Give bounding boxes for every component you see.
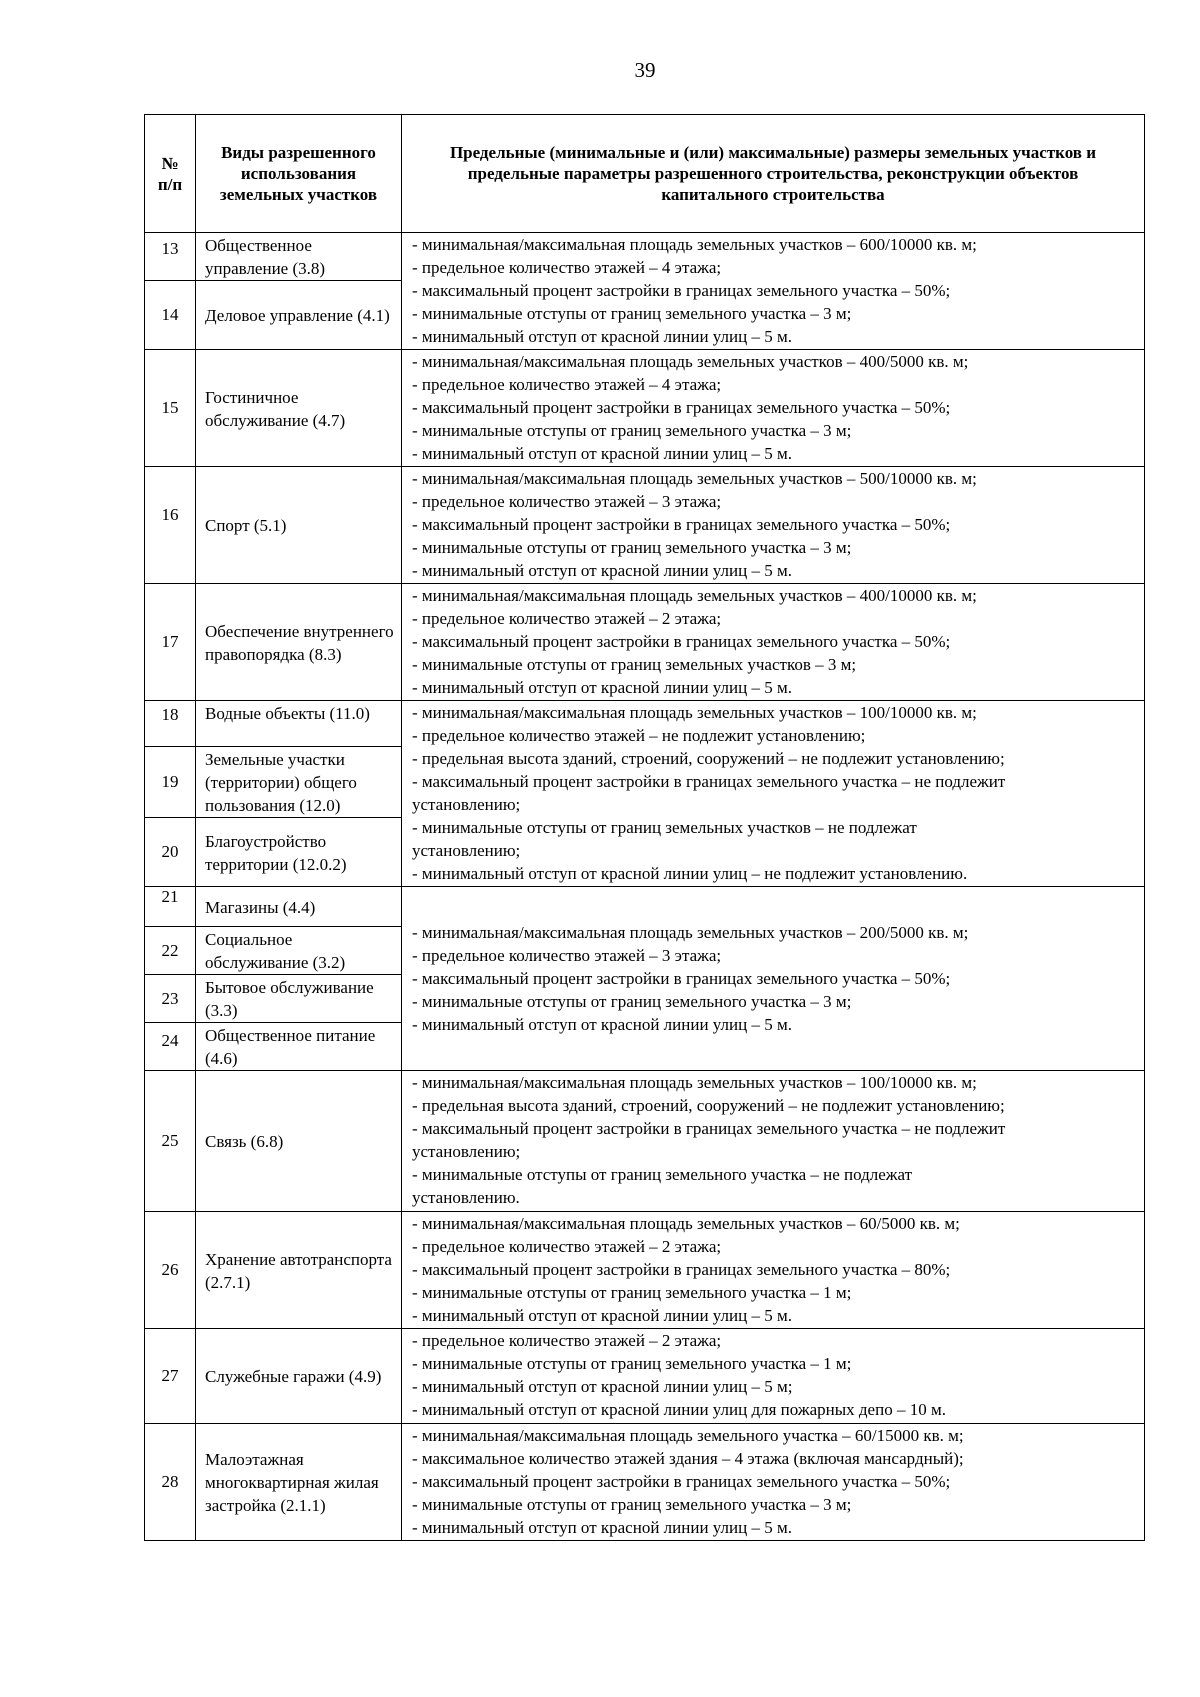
param-line: - минимальный отступ от красной линии улиц – 5 м. — [412, 327, 792, 346]
param-line: - предельное количество этажей – 3 этажа; — [412, 492, 722, 511]
params-cell — [402, 1212, 1145, 1329]
param-line: - максимальный процент застройки в границах земельного участка – 50%; — [412, 632, 951, 651]
row-number: 13 — [145, 233, 196, 281]
param-line: установлению; — [412, 795, 521, 814]
header-params: Предельные (минимальные и (или) максимальные) размеры земельных участков и предельные параметры разрешенного строительства, реконструкции объектов капитального строительства — [402, 115, 1145, 233]
param-line: - максимальный процент застройки в границах земельного участка – 50%; — [412, 398, 951, 417]
params-cell — [402, 701, 1145, 887]
params-cell — [402, 584, 1145, 701]
use-type: Связь (6.8) — [196, 1071, 402, 1212]
param-line: - максимальный процент застройки в границах земельного участка – 80%; — [412, 1260, 951, 1279]
row-number: 22 — [145, 927, 196, 975]
use-type: Служебные гаражи (4.9) — [196, 1329, 402, 1424]
row-number: 17 — [145, 584, 196, 701]
header-num: № п/п — [145, 115, 196, 233]
row-number: 21 — [145, 887, 196, 927]
param-line: - максимальный процент застройки в границах земельного участка – не подлежит — [412, 1119, 1006, 1138]
param-line: - минимальные отступы от границ земельного участка – 1 м; — [412, 1283, 852, 1302]
row-number: 24 — [145, 1023, 196, 1071]
row-number: 27 — [145, 1329, 196, 1424]
params-cell — [402, 1424, 1145, 1541]
param-line: установлению; — [412, 841, 521, 860]
use-type: Деловое управление (4.1) — [196, 281, 402, 350]
use-type: Общественное питание (4.6) — [196, 1023, 402, 1071]
param-line: - минимальные отступы от границ земельного участка – 3 м; — [412, 992, 852, 1011]
row-number: 18 — [145, 701, 196, 747]
param-line: - предельное количество этажей – 2 этажа; — [412, 609, 722, 628]
param-line: - максимальный процент застройки в границах земельного участка – не подлежит — [412, 772, 1006, 791]
table-row — [145, 233, 1145, 281]
row-number: 26 — [145, 1212, 196, 1329]
page-number: 39 — [634, 58, 656, 82]
param-line: - минимальный отступ от красной линии улиц – не подлежит установлению. — [412, 864, 968, 883]
param-line: - минимальные отступы от границ земельных участков – не подлежат — [412, 818, 917, 837]
param-line: - минимальная/максимальная площадь земельных участков – 200/5000 кв. м; — [412, 923, 969, 942]
param-line: - максимальное количество этажей здания – 4 этажа (включая мансардный); — [412, 1449, 964, 1468]
use-type: Водные объекты (11.0) — [196, 701, 402, 747]
param-line: - предельное количество этажей – не подлежит установлению; — [412, 726, 866, 745]
use-type: Спорт (5.1) — [196, 467, 402, 584]
param-line: - предельное количество этажей – 2 этажа; — [412, 1331, 722, 1350]
param-line: - минимальные отступы от границ земельного участка – 3 м; — [412, 304, 852, 323]
params-cell — [402, 1071, 1145, 1212]
param-line: - минимальная/максимальная площадь земельных участков – 500/10000 кв. м; — [412, 469, 977, 488]
param-line: - минимальная/максимальная площадь земельных участков – 600/10000 кв. м; — [412, 235, 977, 254]
param-line: - минимальный отступ от красной линии улиц – 5 м. — [412, 678, 792, 697]
row-number: 23 — [145, 975, 196, 1023]
use-type: Магазины (4.4) — [196, 887, 402, 927]
use-type: Благоустройство территории (12.0.2) — [196, 818, 402, 887]
param-line: - минимальные отступы от границ земельных участков – 3 м; — [412, 655, 857, 674]
table-row — [145, 1212, 1145, 1329]
param-line: - минимальные отступы от границ земельного участка – 1 м; — [412, 1354, 852, 1373]
table-row — [145, 1329, 1145, 1424]
row-number: 19 — [145, 747, 196, 818]
params-cell — [402, 887, 1145, 1071]
param-line: установлению; — [412, 1142, 521, 1161]
param-line: - предельное количество этажей – 4 этажа; — [412, 258, 722, 277]
params-cell — [402, 350, 1145, 467]
param-line: - минимальная/максимальная площадь земельных участков – 400/5000 кв. м; — [412, 352, 969, 371]
header-use: Виды разрешенного использования земельных участков — [196, 115, 402, 233]
param-line: - минимальный отступ от красной линии улиц для пожарных депо – 10 м. — [412, 1400, 946, 1419]
use-type: Малоэтажная многоквартирная жилая застройка (2.1.1) — [196, 1424, 402, 1541]
param-line: - минимальные отступы от границ земельного участка – 3 м; — [412, 1495, 852, 1514]
row-number: 25 — [145, 1071, 196, 1212]
use-type: Бытовое обслуживание (3.3) — [196, 975, 402, 1023]
use-type: Социальное обслуживание (3.2) — [196, 927, 402, 975]
param-line: - предельное количество этажей – 3 этажа; — [412, 946, 722, 965]
row-number: 16 — [145, 467, 196, 584]
row-number: 14 — [145, 281, 196, 350]
param-line: - предельная высота зданий, строений, сооружений – не подлежит установлению; — [412, 749, 1005, 768]
params-cell — [402, 233, 1145, 350]
param-line: - минимальный отступ от красной линии улиц – 5 м. — [412, 1306, 792, 1325]
table-row — [145, 701, 1145, 747]
use-type: Хранение автотранспорта (2.7.1) — [196, 1212, 402, 1329]
land-use-table — [144, 114, 1145, 1541]
use-type: Общественное управление (3.8) — [196, 233, 402, 281]
param-line: - минимальные отступы от границ земельного участка – 3 м; — [412, 538, 852, 557]
param-line: - максимальный процент застройки в границах земельного участка – 50%; — [412, 515, 951, 534]
table-row — [145, 1424, 1145, 1541]
param-line: - минимальная/максимальная площадь земельных участков – 100/10000 кв. м; — [412, 1073, 977, 1092]
param-line: - предельная высота зданий, строений, сооружений – не подлежит установлению; — [412, 1096, 1005, 1115]
param-line: - минимальный отступ от красной линии улиц – 5 м. — [412, 1518, 792, 1537]
use-type: Земельные участки (территории) общего пользования (12.0) — [196, 747, 402, 818]
param-line: - минимальные отступы от границ земельного участка – 3 м; — [412, 421, 852, 440]
table-row — [145, 584, 1145, 701]
table-row — [145, 467, 1145, 584]
row-number: 28 — [145, 1424, 196, 1541]
table-row — [145, 887, 1145, 927]
row-number: 15 — [145, 350, 196, 467]
use-type: Гостиничное обслуживание (4.7) — [196, 350, 402, 467]
param-line: - минимальная/максимальная площадь земельного участка – 60/15000 кв. м; — [412, 1426, 964, 1445]
row-number: 20 — [145, 818, 196, 887]
param-line: - минимальный отступ от красной линии улиц – 5 м. — [412, 561, 792, 580]
param-line: - минимальная/максимальная площадь земельных участков – 100/10000 кв. м; — [412, 703, 977, 722]
table-header-row — [145, 115, 1145, 233]
param-line: установлению. — [412, 1188, 520, 1207]
param-line: - минимальная/максимальная площадь земельных участков – 400/10000 кв. м; — [412, 586, 977, 605]
param-line: - максимальный процент застройки в границах земельного участка – 50%; — [412, 969, 951, 988]
table-row — [145, 350, 1145, 467]
param-line: - минимальный отступ от красной линии улиц – 5 м; — [412, 1377, 793, 1396]
params-cell — [402, 467, 1145, 584]
param-line: - максимальный процент застройки в границах земельного участка – 50%; — [412, 1472, 951, 1491]
table-row — [145, 1071, 1145, 1212]
param-line: - минимальная/максимальная площадь земельных участков – 60/5000 кв. м; — [412, 1214, 960, 1233]
param-line: - минимальный отступ от красной линии улиц – 5 м. — [412, 444, 792, 463]
param-line: - предельное количество этажей – 4 этажа; — [412, 375, 722, 394]
params-cell — [402, 1329, 1145, 1424]
param-line: - предельное количество этажей – 2 этажа; — [412, 1237, 722, 1256]
param-line: - минимальный отступ от красной линии улиц – 5 м. — [412, 1015, 792, 1034]
param-line: - минимальные отступы от границ земельного участка – не подлежат — [412, 1165, 913, 1184]
use-type: Обеспечение внутреннего правопорядка (8.3) — [196, 584, 402, 701]
param-line: - максимальный процент застройки в границах земельного участка – 50%; — [412, 281, 951, 300]
